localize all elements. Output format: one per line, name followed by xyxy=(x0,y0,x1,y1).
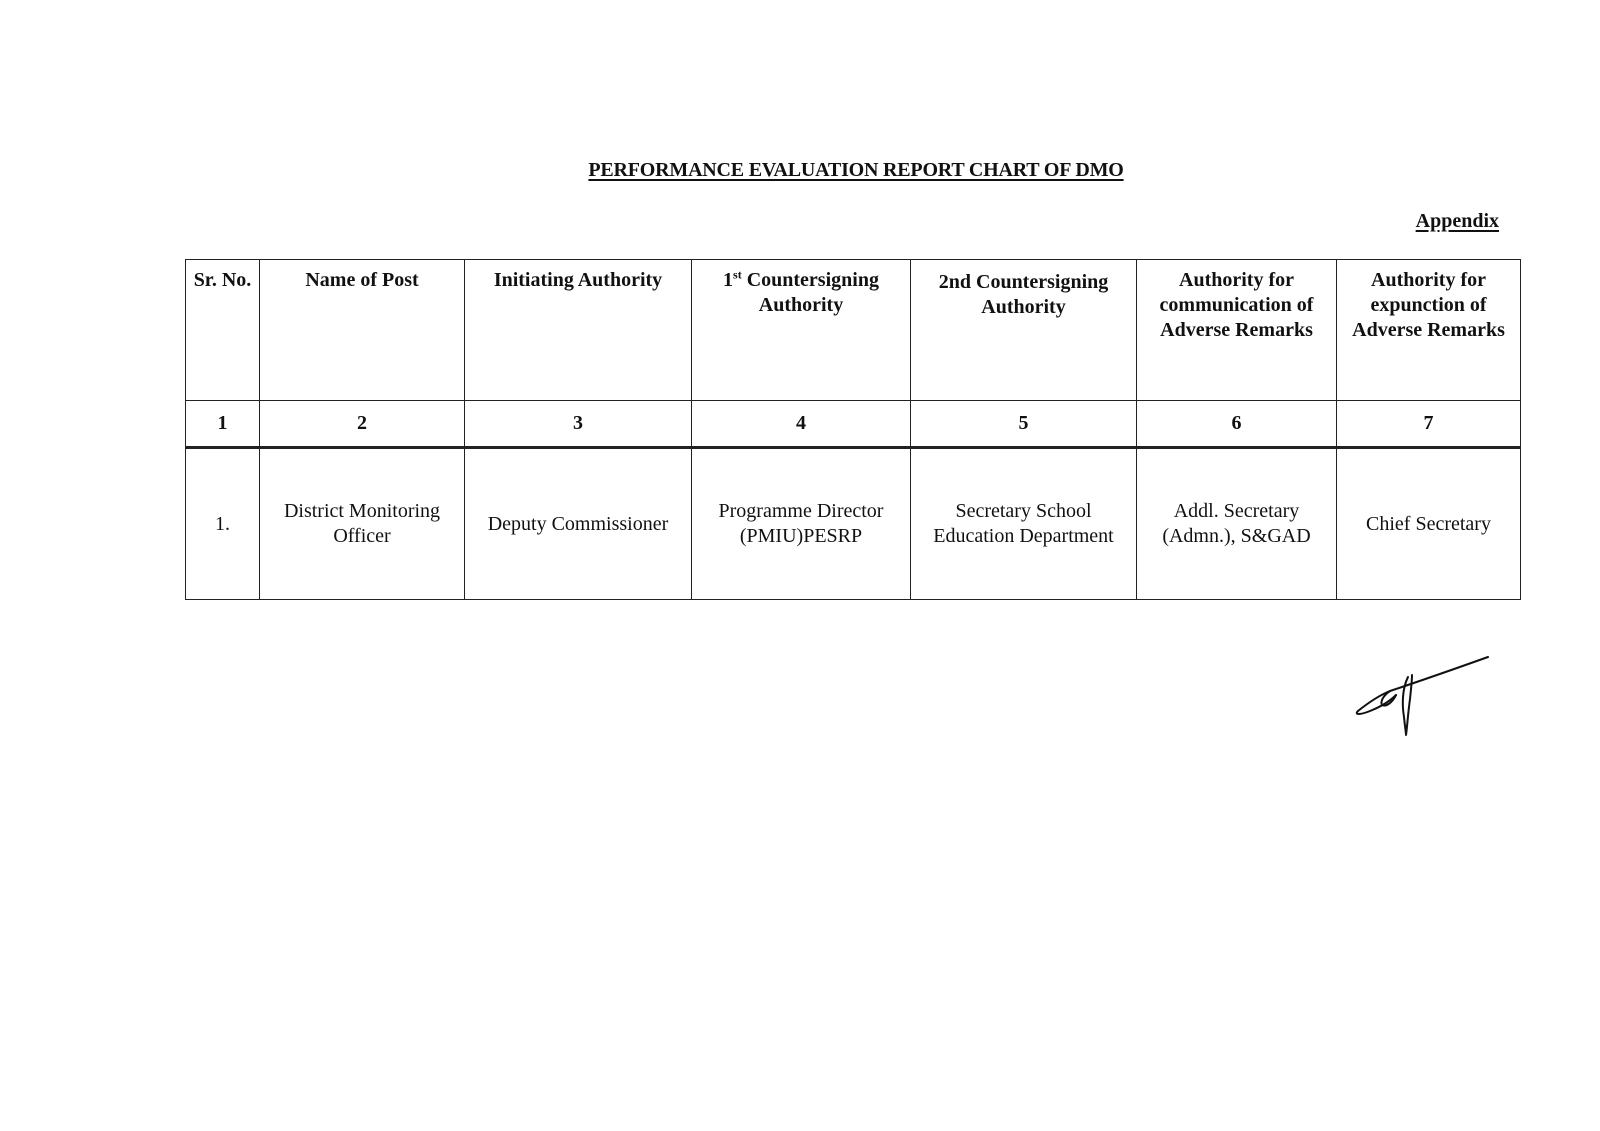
column-number-row xyxy=(186,401,1521,448)
document-title: PERFORMANCE EVALUATION REPORT CHART OF DMO xyxy=(588,159,1124,181)
header-sr-no: Sr. No. xyxy=(186,260,260,401)
cell-name-of-post: District Monitoring Officer xyxy=(260,448,465,600)
header-second-countersigning: 2nd Countersigning Authority xyxy=(911,260,1137,401)
column-number: 7 xyxy=(1337,401,1521,448)
cell-first-countersigning: Programme Director (PMIU)PESRP xyxy=(692,448,911,600)
header-initiating-authority: Initiating Authority xyxy=(465,260,692,401)
column-number: 6 xyxy=(1137,401,1337,448)
cell-expunction-authority: Chief Secretary xyxy=(1337,448,1521,600)
cell-sr-no: 1. xyxy=(186,448,260,600)
header-first-ordinal: 1 xyxy=(723,269,734,291)
header-expunction-authority: Authority for expunction of Adverse Remarks xyxy=(1337,260,1521,401)
cell-second-countersigning: Secretary School Education Department xyxy=(911,448,1137,600)
column-number: 1 xyxy=(186,401,260,448)
column-number: 4 xyxy=(692,401,911,448)
header-communication-authority: Authority for communication of Adverse Remarks xyxy=(1137,260,1337,401)
header-first-countersigning-label: Countersigning Authority xyxy=(741,269,879,316)
column-number: 5 xyxy=(911,401,1137,448)
column-number: 2 xyxy=(260,401,465,448)
header-name-of-post: Name of Post xyxy=(260,260,465,401)
signature-icon xyxy=(1350,655,1490,740)
header-first-countersigning xyxy=(692,260,911,401)
table-row xyxy=(186,448,1521,600)
column-number: 3 xyxy=(465,401,692,448)
appendix-label: Appendix xyxy=(1415,210,1499,232)
cell-initiating-authority: Deputy Commissioner xyxy=(465,448,692,600)
cell-communication-authority: Addl. Secretary (Admn.), S&GAD xyxy=(1137,448,1337,600)
header-row xyxy=(186,260,1521,401)
header-first-ordinal-suffix: st xyxy=(733,267,742,282)
evaluation-chart-table xyxy=(185,259,1521,600)
